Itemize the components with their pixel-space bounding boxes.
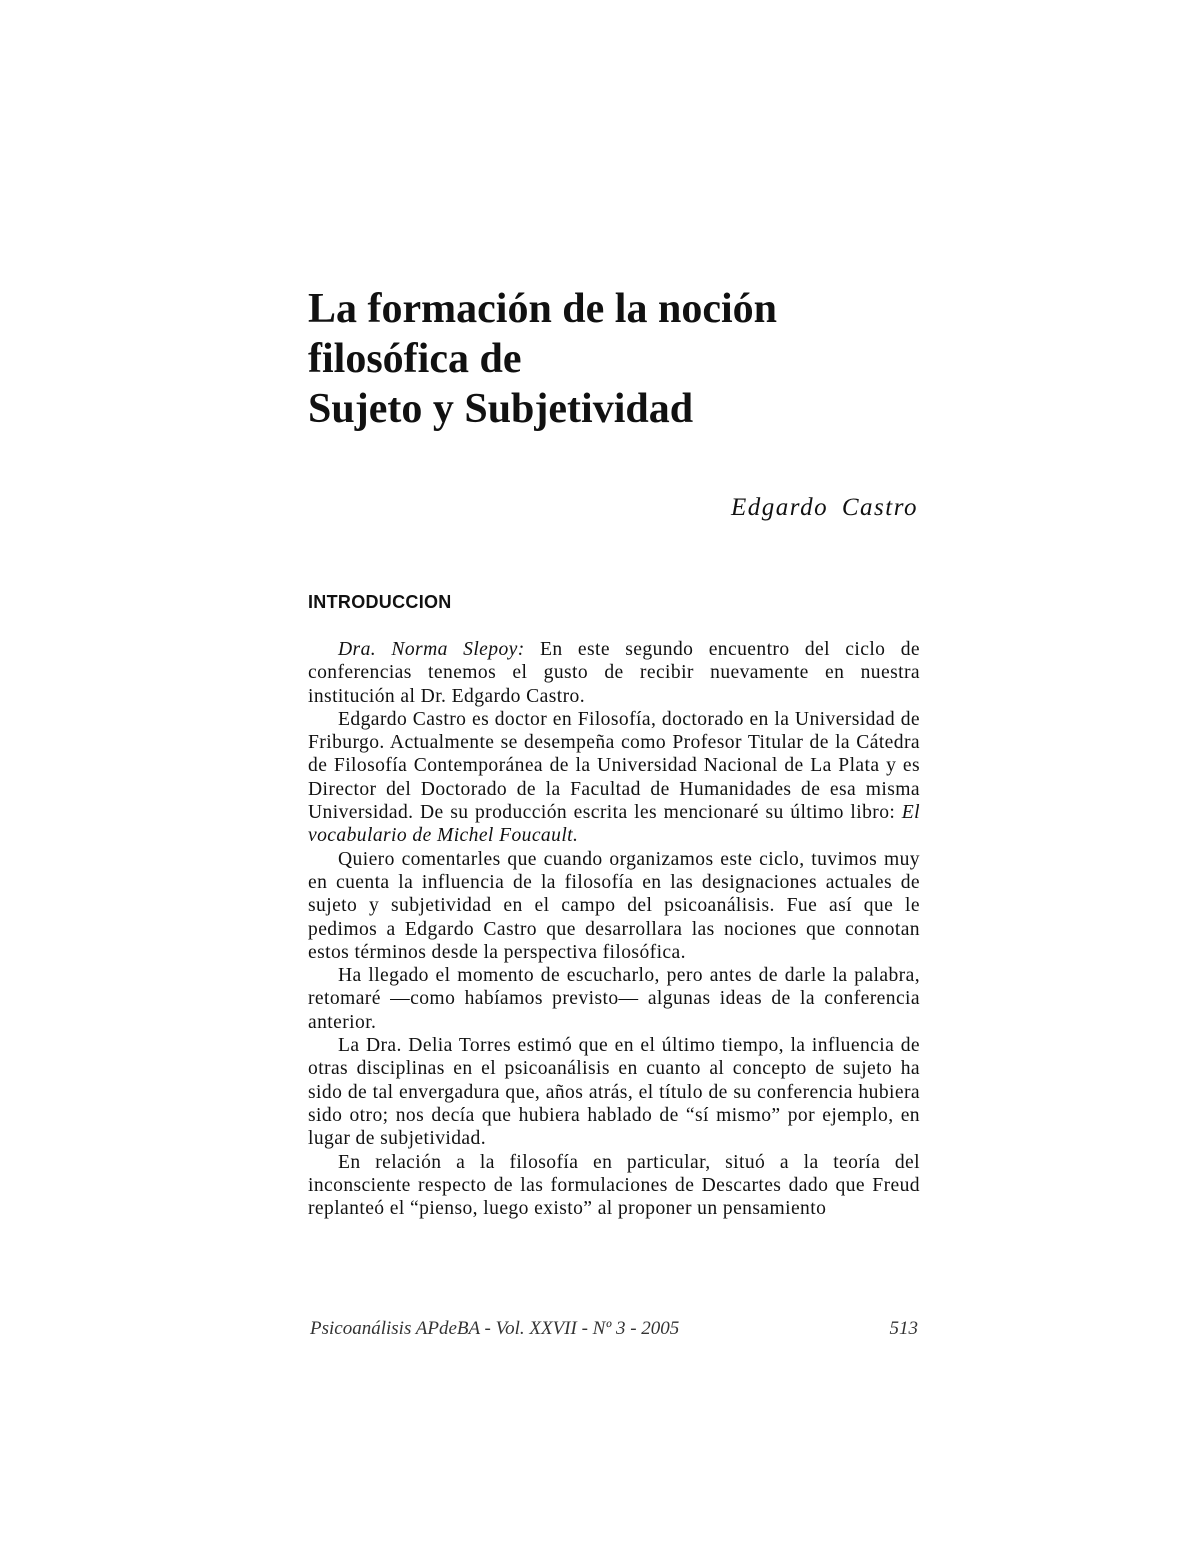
speaker-name: Dra. Norma Slepoy: bbox=[338, 639, 525, 660]
title-line-1: La formación de la noción bbox=[308, 286, 777, 332]
title-line-3: Sujeto y Subjetividad bbox=[308, 386, 694, 432]
page-number: 513 bbox=[889, 1318, 918, 1339]
paragraph-4: Ha llegado el momento de escucharlo, pero antes de darle la palabra, retomaré —como habíamos previsto— algunas ideas de la conferencia anterior. bbox=[308, 965, 920, 1033]
paragraph-2-text: Edgardo Castro es doctor en Filosofía, doctorado en la Universidad de Friburgo. Actualmente se desempeña como Profesor Titular de la Cátedra de Filosofía Contemporánea de la Universidad Nacional de La Plata y es Director del Doctorado de la Facultad de Humanidades de esa misma Universidad. De su producción escrita les mencionaré su último libro: bbox=[308, 708, 920, 824]
title-line-2: filosófica de bbox=[308, 336, 522, 382]
paragraph-1-text: En este segundo encuentro del ciclo de conferencias tenemos el gusto de recibir nuevamente en nuestra institución al Dr. Edgardo Castro. bbox=[308, 639, 920, 707]
author-name: Edgardo Castro bbox=[731, 494, 918, 521]
article-title bbox=[308, 284, 948, 434]
paragraph-1 bbox=[308, 638, 920, 708]
paragraph-3: Quiero comentarles que cuando organizamos este ciclo, tuvimos muy en cuenta la influencia de la filosofía en las designaciones actuales de sujeto y subjetividad en el campo del psicoanálisis. Fue así que le pedimos a Edgardo Castro que desarrollara las nociones que connotan estos términos desde la perspectiva filosófica. bbox=[308, 848, 920, 963]
paragraph-6: En relación a la filosofía en particular, situó a la teoría del inconsciente respecto de las formulaciones de Descartes dado que Freud replanteó el “pienso, luego existo” al proponer un pensamiento bbox=[308, 1151, 920, 1220]
footer-journal-citation: Psicoanálisis APdeBA - Vol. XXVII - Nº 3 - 2005 bbox=[310, 1318, 680, 1339]
article-body bbox=[308, 638, 920, 1220]
paragraph-5: La Dra. Delia Torres estimó que en el último tiempo, la influencia de otras disciplinas en el psicoanálisis en cuanto al concepto de sujeto ha sido de tal envergadura que, años atrás, el título de su conferencia hubiera sido otro; nos decía que hubiera hablado de “sí mismo” por ejemplo, en lugar de subjetividad. bbox=[308, 1035, 920, 1150]
paragraph-2 bbox=[308, 708, 920, 848]
section-heading: INTRODUCCION bbox=[308, 592, 452, 612]
book-title: El vocabulario de Michel Foucault. bbox=[308, 802, 920, 847]
